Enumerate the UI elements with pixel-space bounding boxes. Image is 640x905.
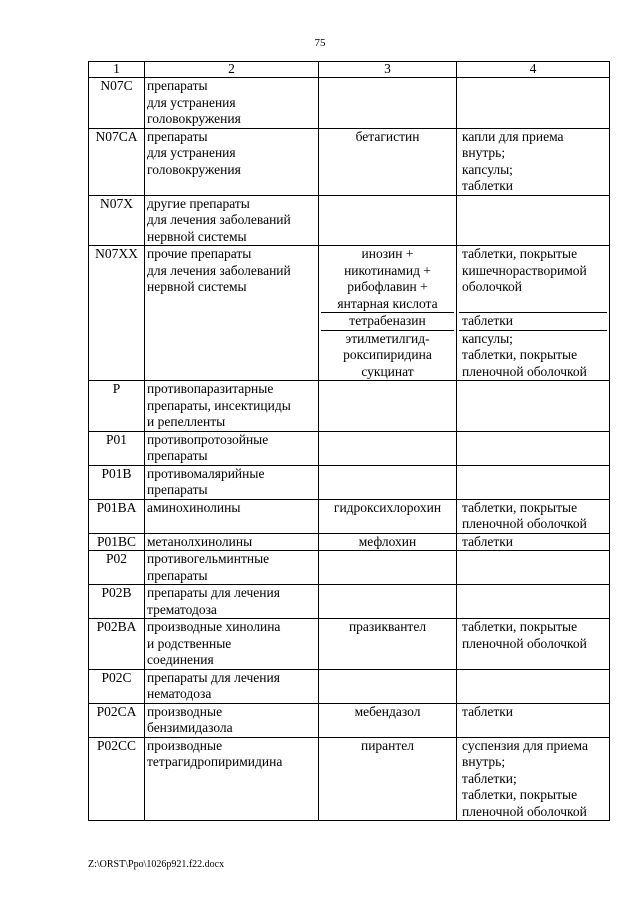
drug-name: [321, 330, 454, 381]
table-row: [89, 465, 610, 499]
dosage-form-line: пленочной оболочкой: [462, 635, 587, 651]
dosage-form-cell: [457, 703, 610, 737]
dosage-form: [459, 330, 607, 381]
atc-code: P02CC: [89, 737, 145, 821]
dosage-form: [459, 500, 607, 533]
dosage-form-cell: [457, 78, 610, 129]
dosage-form: [459, 246, 607, 312]
group-line: препараты для лечения: [147, 669, 280, 685]
anatomical-group: [145, 533, 319, 551]
drug-name-cell: [319, 533, 457, 551]
group-line: препараты, инсектициды: [147, 397, 291, 413]
table-row: [89, 669, 610, 703]
dosage-form-cell: [457, 619, 610, 670]
dosage-form-line: капсулы;: [462, 330, 513, 346]
group-line: головокружения: [147, 161, 241, 177]
drug-name: [321, 534, 454, 551]
drug-name: [321, 500, 454, 533]
dosage-form-cell: [457, 431, 610, 465]
table-row: [89, 195, 610, 246]
drug-name-line: рибофлавин +: [347, 279, 428, 294]
dosage-form-line: кишечнорастворимой: [462, 262, 587, 278]
group-line: препараты: [147, 567, 208, 583]
atc-code: P01BC: [89, 533, 145, 551]
drug-name-cell: [319, 465, 457, 499]
atc-code: N07CA: [89, 128, 145, 195]
anatomical-group: [145, 551, 319, 585]
group-line: метанолхинолины: [147, 533, 253, 549]
atc-code: P01: [89, 431, 145, 465]
anatomical-group: [145, 737, 319, 821]
group-line: препараты для лечения: [147, 585, 280, 600]
dosage-form-cell: [457, 585, 610, 619]
anatomical-group: [145, 499, 319, 533]
group-line: производные: [147, 737, 223, 753]
table-row: [89, 78, 610, 129]
table-row: [89, 551, 610, 585]
atc-code: P02BA: [89, 619, 145, 670]
dosage-form-cell: [457, 551, 610, 585]
drug-name-line: мебендазол: [354, 703, 421, 719]
drug-name-line: бетагистин: [355, 128, 420, 144]
atc-code: P02B: [89, 585, 145, 619]
group-line: бензимидазола: [147, 720, 233, 735]
drug-name-cell: [319, 585, 457, 619]
drug-name-line: празиквантел: [348, 619, 427, 634]
header-row: [89, 62, 610, 78]
group-line: препараты: [147, 128, 208, 144]
drug-name: [321, 738, 454, 821]
drug-name-line: роксипиридина: [343, 347, 432, 362]
page-number: 75: [314, 37, 326, 49]
group-line: производные: [147, 703, 223, 719]
drug-name-line: янтарная кислота: [337, 295, 438, 311]
dosage-form-cell: [457, 128, 610, 195]
dosage-form: [459, 534, 607, 551]
drug-name-line: мефлохин: [358, 533, 417, 549]
dosage-form-line: пленочной оболочкой: [462, 363, 587, 379]
table-row: [89, 128, 610, 195]
drug-name-line: этилметилгид-: [345, 330, 430, 346]
drug-name: [321, 619, 454, 652]
dosage-form-line: оболочкой: [462, 279, 522, 294]
dosage-form-line: пленочной оболочкой: [462, 516, 587, 531]
atc-code: P: [89, 381, 145, 432]
drug-name-cell: [319, 381, 457, 432]
dosage-form: [459, 312, 607, 330]
group-line: препараты: [147, 482, 208, 497]
group-line: нематодоза: [147, 686, 212, 701]
drug-name-line: тетрабеназин: [349, 313, 426, 328]
table-row: [89, 703, 610, 737]
group-line: для устранения: [147, 145, 236, 160]
atc-code: P02: [89, 551, 145, 585]
group-line: головокружения: [147, 111, 241, 126]
dosage-form-cell: [457, 195, 610, 246]
atc-code: P01B: [89, 465, 145, 499]
column-header: 4: [457, 62, 610, 78]
group-line: препараты: [147, 448, 208, 463]
dosage-form: [459, 129, 607, 195]
dosage-form-cell: [457, 381, 610, 432]
anatomical-group: [145, 431, 319, 465]
drug-name-cell: [319, 78, 457, 129]
anatomical-group: [145, 465, 319, 499]
group-line: трематодоза: [147, 601, 217, 617]
table-row: [89, 585, 610, 619]
table-body: [89, 78, 610, 821]
dosage-form-cell: [457, 465, 610, 499]
group-line: нервной системы: [147, 279, 247, 294]
group-line: противопаразитарные: [147, 381, 274, 396]
dosage-form-cell: [457, 499, 610, 533]
drug-name: [321, 312, 454, 330]
group-line: производные хинолина: [147, 619, 281, 634]
drug-table: [88, 61, 610, 821]
anatomical-group: [145, 78, 319, 129]
drug-name-cell: [319, 737, 457, 821]
dosage-form-cell: [457, 246, 610, 381]
dosage-form-line: внутрь;: [462, 145, 506, 160]
anatomical-group: [145, 195, 319, 246]
drug-name-cell: [319, 195, 457, 246]
group-line: и родственные: [147, 635, 232, 651]
dosage-form-line: таблетки, покрытые: [462, 499, 578, 515]
group-line: соединения: [147, 652, 214, 667]
dosage-form-line: таблетки;: [462, 770, 517, 786]
group-line: противопротозойные: [147, 431, 269, 447]
group-line: противогельминтные: [147, 551, 270, 566]
table-row: [89, 619, 610, 670]
dosage-form-line: таблетки: [462, 703, 514, 719]
dosage-form-line: внутрь;: [462, 754, 506, 769]
group-line: для лечения заболеваний: [147, 262, 291, 278]
drug-name-line: пирантел: [360, 737, 415, 753]
dosage-form-line: капсулы;: [462, 161, 513, 177]
dosage-form-line: таблетки, покрытые: [462, 619, 578, 634]
group-line: тетрагидропиримидина: [147, 754, 283, 769]
atc-code: P01BA: [89, 499, 145, 533]
dosage-form-line: суспензия для приема: [462, 737, 588, 753]
dosage-form-line: капли для приема: [462, 128, 564, 144]
dosage-form-cell: [457, 737, 610, 821]
anatomical-group: [145, 703, 319, 737]
dosage-form-cell: [457, 669, 610, 703]
group-line: аминохинолины: [147, 499, 241, 515]
drug-name-line: сукцинат: [361, 363, 414, 379]
drug-name-cell: [319, 246, 457, 381]
table-row: [89, 381, 610, 432]
group-line: другие препараты: [147, 195, 250, 211]
drug-name-line: гидроксихлорохин: [333, 499, 442, 515]
drug-name-cell: [319, 551, 457, 585]
group-line: препараты: [147, 78, 208, 93]
anatomical-group: [145, 669, 319, 703]
group-line: прочие препараты: [147, 246, 252, 261]
drug-name-cell: [319, 499, 457, 533]
anatomical-group: [145, 381, 319, 432]
table-row: [89, 533, 610, 551]
table-row: [89, 246, 610, 381]
dosage-form-line: таблетки: [462, 313, 514, 328]
group-line: для лечения заболеваний: [147, 212, 291, 227]
dosage-form: [459, 619, 607, 652]
group-line: и репелленты: [147, 414, 226, 429]
atc-code: P02CA: [89, 703, 145, 737]
drug-name-cell: [319, 703, 457, 737]
dosage-form: [459, 738, 607, 821]
atc-code: P02C: [89, 669, 145, 703]
anatomical-group: [145, 246, 319, 381]
dosage-form-line: таблетки, покрытые: [462, 787, 578, 802]
dosage-form-line: таблетки: [462, 533, 514, 549]
atc-code: N07XX: [89, 246, 145, 381]
anatomical-group: [145, 585, 319, 619]
atc-code: N07X: [89, 195, 145, 246]
drug-name-line: инозин +: [361, 246, 414, 261]
dosage-form: [459, 704, 607, 721]
group-line: противомалярийные: [147, 465, 265, 481]
column-header: 2: [145, 62, 319, 78]
dosage-form-line: пленочной оболочкой: [462, 803, 587, 819]
dosage-form-line: таблетки, покрытые: [462, 347, 578, 362]
dosage-form-line: таблетки, покрытые: [462, 246, 578, 261]
drug-name: [321, 246, 454, 312]
anatomical-group: [145, 619, 319, 670]
drug-name-cell: [319, 431, 457, 465]
drug-name-line: никотинамид +: [344, 262, 431, 278]
dosage-form-cell: [457, 533, 610, 551]
dosage-form-line: таблетки: [462, 178, 514, 193]
table-row: [89, 431, 610, 465]
column-header: 1: [89, 62, 145, 78]
drug-name: [321, 129, 454, 195]
column-header: 3: [319, 62, 457, 78]
table-row: [89, 737, 610, 821]
group-line: нервной системы: [147, 228, 247, 244]
anatomical-group: [145, 128, 319, 195]
group-line: для устранения: [147, 94, 236, 110]
drug-name-cell: [319, 669, 457, 703]
atc-code: N07C: [89, 78, 145, 129]
drug-name: [321, 704, 454, 721]
drug-name-cell: [319, 128, 457, 195]
drug-name-cell: [319, 619, 457, 670]
table-row: [89, 499, 610, 533]
footer-file-path: Z:\ORST\Ppo\1026p921.f22.docx: [88, 859, 225, 870]
